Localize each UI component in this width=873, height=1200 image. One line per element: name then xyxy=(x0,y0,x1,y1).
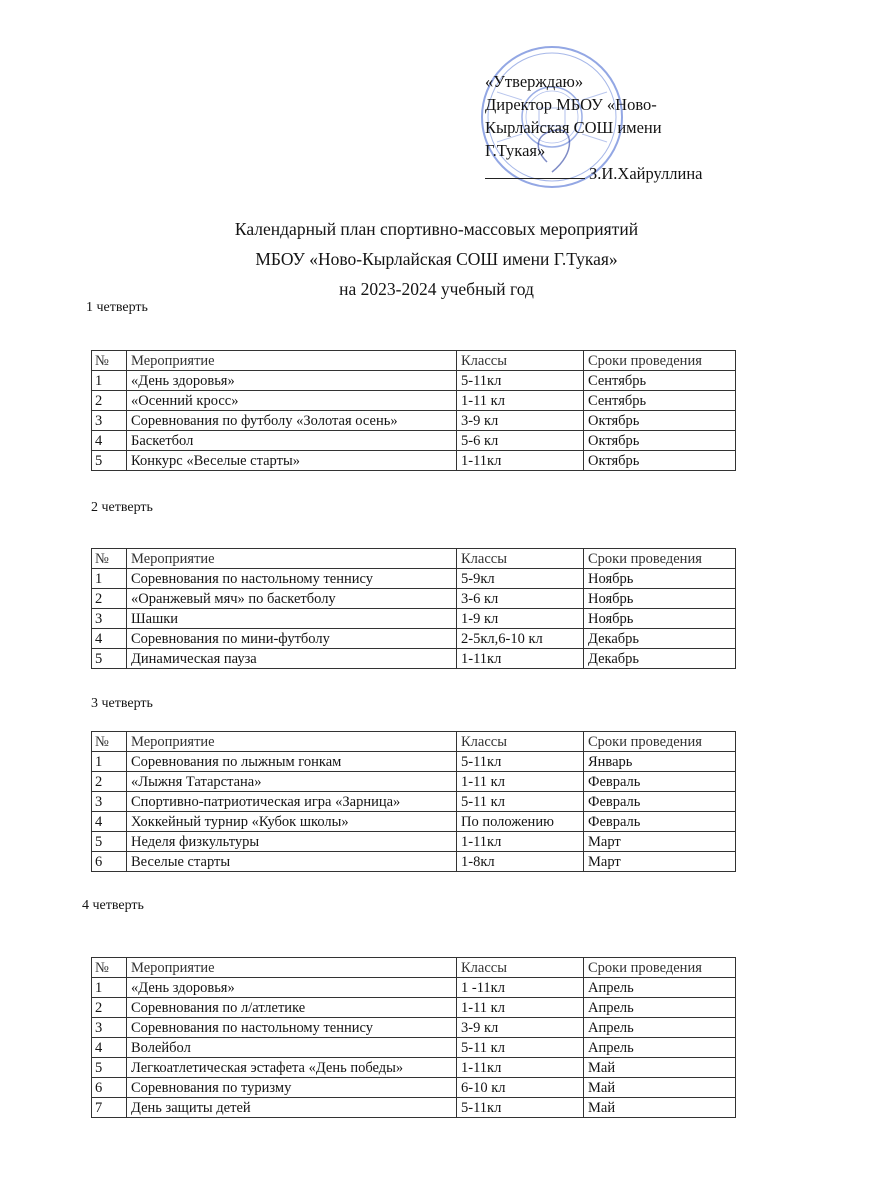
quarter-table xyxy=(91,548,736,669)
row-event: «День здоровья» xyxy=(127,978,457,998)
row-event: Спортивно-патриотическая игра «Зарница» xyxy=(127,792,457,812)
table-row xyxy=(92,1098,736,1118)
header-event: Мероприятие xyxy=(127,958,457,978)
approval-line-4: Г.Тукая» xyxy=(485,141,546,160)
table-row xyxy=(92,569,736,589)
row-num: 3 xyxy=(92,609,127,629)
row-classes: 1-11 кл xyxy=(457,998,584,1018)
header-classes: Классы xyxy=(457,958,584,978)
row-num: 6 xyxy=(92,1078,127,1098)
header-dates: Сроки проведения xyxy=(584,351,736,371)
table-row xyxy=(92,1018,736,1038)
table-row xyxy=(92,391,736,411)
table-row xyxy=(92,371,736,391)
table-row xyxy=(92,1078,736,1098)
row-classes: 1-11кл xyxy=(457,1058,584,1078)
row-num: 3 xyxy=(92,792,127,812)
row-event: Соревнования по футболу «Золотая осень» xyxy=(127,411,457,431)
row-num: 2 xyxy=(92,998,127,1018)
table-header-row xyxy=(92,958,736,978)
table-row xyxy=(92,832,736,852)
row-num: 5 xyxy=(92,451,127,471)
row-event: Конкурс «Веселые старты» xyxy=(127,451,457,471)
header-dates: Сроки проведения xyxy=(584,958,736,978)
quarter-label: 3 четверть xyxy=(91,696,153,711)
row-classes: 5-11 кл xyxy=(457,1038,584,1058)
row-num: 3 xyxy=(92,1018,127,1038)
row-dates: Май xyxy=(584,1098,736,1118)
approval-block xyxy=(485,70,735,185)
table-row xyxy=(92,411,736,431)
table-row xyxy=(92,451,736,471)
row-num: 4 xyxy=(92,812,127,832)
row-event: «Лыжня Татарстана» xyxy=(127,772,457,792)
header-num: № xyxy=(92,958,127,978)
row-dates: Октябрь xyxy=(584,431,736,451)
row-num: 2 xyxy=(92,391,127,411)
row-num: 1 xyxy=(92,371,127,391)
row-classes: 1 -11кл xyxy=(457,978,584,998)
row-classes: 5-11 кл xyxy=(457,792,584,812)
row-classes: 1-11 кл xyxy=(457,772,584,792)
header-num: № xyxy=(92,549,127,569)
row-classes: 6-10 кл xyxy=(457,1078,584,1098)
row-dates: Май xyxy=(584,1078,736,1098)
quarter-label: 1 четверть xyxy=(86,300,148,315)
header-classes: Классы xyxy=(457,351,584,371)
signature-name: З.И.Хайруллина xyxy=(589,164,703,183)
row-event: «Осенний кросс» xyxy=(127,391,457,411)
row-event: Соревнования по настольному теннису xyxy=(127,569,457,589)
table-row xyxy=(92,852,736,872)
table-row xyxy=(92,1038,736,1058)
row-classes: 1-11 кл xyxy=(457,391,584,411)
row-classes: 3-6 кл xyxy=(457,589,584,609)
table-header-row xyxy=(92,549,736,569)
row-event: «День здоровья» xyxy=(127,371,457,391)
row-classes: 5-9кл xyxy=(457,569,584,589)
approval-line-3: Кырлайская СОШ имени xyxy=(485,118,662,137)
row-dates: Май xyxy=(584,1058,736,1078)
table-row xyxy=(92,629,736,649)
table-row xyxy=(92,812,736,832)
row-dates: Апрель xyxy=(584,998,736,1018)
row-dates: Декабрь xyxy=(584,649,736,669)
table-row xyxy=(92,589,736,609)
row-event: Волейбол xyxy=(127,1038,457,1058)
row-num: 4 xyxy=(92,1038,127,1058)
row-event: День защиты детей xyxy=(127,1098,457,1118)
row-event: Легкоатлетическая эстафета «День победы» xyxy=(127,1058,457,1078)
table-row xyxy=(92,431,736,451)
header-dates: Сроки проведения xyxy=(584,549,736,569)
row-classes: 1-11кл xyxy=(457,451,584,471)
row-dates: Декабрь xyxy=(584,629,736,649)
approval-line-1: «Утверждаю» xyxy=(485,72,584,91)
quarter-table xyxy=(91,350,736,471)
header-classes: Классы xyxy=(457,732,584,752)
row-dates: Ноябрь xyxy=(584,589,736,609)
row-dates: Апрель xyxy=(584,978,736,998)
signature-row xyxy=(485,162,735,185)
header-dates: Сроки проведения xyxy=(584,732,736,752)
quarter-label: 4 четверть xyxy=(82,898,144,913)
row-classes: 1-11кл xyxy=(457,649,584,669)
row-event: Баскетбол xyxy=(127,431,457,451)
table-row xyxy=(92,649,736,669)
row-dates: Март xyxy=(584,832,736,852)
row-classes: 3-9 кл xyxy=(457,1018,584,1038)
row-num: 5 xyxy=(92,649,127,669)
row-num: 3 xyxy=(92,411,127,431)
row-num: 5 xyxy=(92,1058,127,1078)
row-dates: Январь xyxy=(584,752,736,772)
table-header-row xyxy=(92,732,736,752)
table-row xyxy=(92,609,736,629)
row-dates: Февраль xyxy=(584,792,736,812)
row-event: Соревнования по мини-футболу xyxy=(127,629,457,649)
table-row xyxy=(92,772,736,792)
header-num: № xyxy=(92,732,127,752)
row-event: Соревнования по л/атлетике xyxy=(127,998,457,1018)
table-row xyxy=(92,1058,736,1078)
row-dates: Сентябрь xyxy=(584,391,736,411)
title-line-1: Календарный план спортивно-массовых мероприятий xyxy=(234,219,639,239)
row-classes: По положению xyxy=(457,812,584,832)
header-event: Мероприятие xyxy=(127,549,457,569)
row-event: Соревнования по лыжным гонкам xyxy=(127,752,457,772)
row-num: 7 xyxy=(92,1098,127,1118)
row-classes: 5-11кл xyxy=(457,752,584,772)
row-num: 5 xyxy=(92,832,127,852)
row-dates: Февраль xyxy=(584,812,736,832)
row-num: 1 xyxy=(92,978,127,998)
header-num: № xyxy=(92,351,127,371)
approval-line-2: Директор МБОУ «Ново- xyxy=(485,95,657,114)
row-classes: 5-6 кл xyxy=(457,431,584,451)
row-dates: Ноябрь xyxy=(584,569,736,589)
document-title xyxy=(0,214,873,304)
table-header-row xyxy=(92,351,736,371)
row-dates: Сентябрь xyxy=(584,371,736,391)
table-row xyxy=(92,998,736,1018)
row-dates: Апрель xyxy=(584,1018,736,1038)
row-event: Хоккейный турнир «Кубок школы» xyxy=(127,812,457,832)
row-num: 1 xyxy=(92,752,127,772)
row-classes: 1-11кл xyxy=(457,832,584,852)
row-classes: 1-9 кл xyxy=(457,609,584,629)
row-event: Соревнования по туризму xyxy=(127,1078,457,1098)
row-event: Соревнования по настольному теннису xyxy=(127,1018,457,1038)
row-num: 4 xyxy=(92,629,127,649)
row-classes: 1-8кл xyxy=(457,852,584,872)
row-event: Динамическая пауза xyxy=(127,649,457,669)
title-line-3: на 2023-2024 учебный год xyxy=(339,279,534,299)
quarter-label: 2 четверть xyxy=(91,500,153,515)
row-dates: Март xyxy=(584,852,736,872)
row-dates: Апрель xyxy=(584,1038,736,1058)
row-num: 2 xyxy=(92,589,127,609)
row-event: Шашки xyxy=(127,609,457,629)
table-row xyxy=(92,792,736,812)
signature-line xyxy=(485,164,585,179)
quarter-table xyxy=(91,731,736,872)
row-num: 4 xyxy=(92,431,127,451)
header-classes: Классы xyxy=(457,549,584,569)
quarter-table xyxy=(91,957,736,1118)
row-event: Веселые старты xyxy=(127,852,457,872)
row-classes: 5-11кл xyxy=(457,371,584,391)
row-classes: 5-11кл xyxy=(457,1098,584,1118)
header-event: Мероприятие xyxy=(127,351,457,371)
row-num: 2 xyxy=(92,772,127,792)
row-dates: Октябрь xyxy=(584,451,736,471)
row-dates: Ноябрь xyxy=(584,609,736,629)
title-line-2: МБОУ «Ново-Кырлайская СОШ имени Г.Тукая» xyxy=(255,249,618,269)
row-classes: 2-5кл,6-10 кл xyxy=(457,629,584,649)
row-event: «Оранжевый мяч» по баскетболу xyxy=(127,589,457,609)
row-event: Неделя физкультуры xyxy=(127,832,457,852)
row-dates: Февраль xyxy=(584,772,736,792)
row-classes: 3-9 кл xyxy=(457,411,584,431)
header-event: Мероприятие xyxy=(127,732,457,752)
row-dates: Октябрь xyxy=(584,411,736,431)
row-num: 6 xyxy=(92,852,127,872)
table-row xyxy=(92,752,736,772)
row-num: 1 xyxy=(92,569,127,589)
table-row xyxy=(92,978,736,998)
